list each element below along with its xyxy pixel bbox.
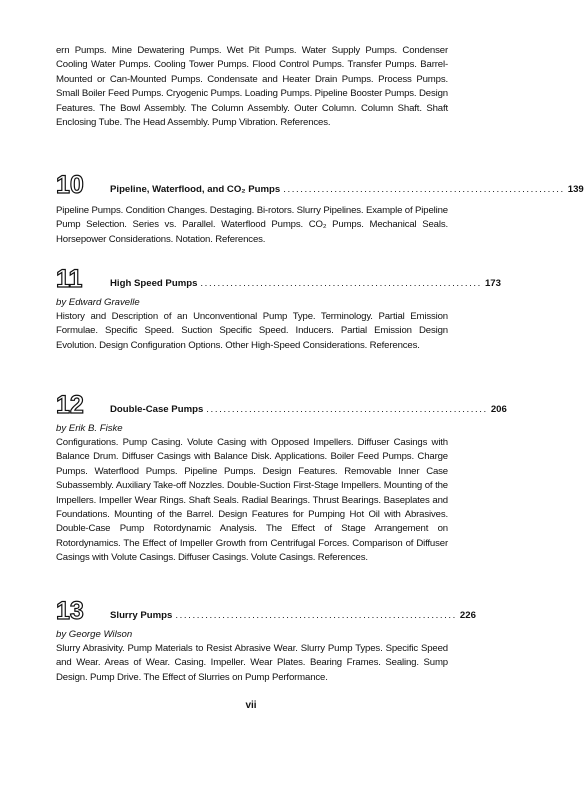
chapter-title: Double-Case Pumps bbox=[110, 404, 204, 415]
chapter-heading-13 bbox=[56, 597, 476, 625]
chapter-number: 12 bbox=[56, 391, 84, 419]
chapter-author: by George Wilson bbox=[56, 629, 133, 640]
chapter-description: Configurations. Pump Casing. Volute Casing with Opposed Impellers. Diffuser Casings with Balance Drum. Diffuser Casings with Balance Disk. Applications. Boiler Feed Pumps. Charge Pumps. Waterflood Pumps. Pipeline Pumps. Design Features. Removable Inner Case Subassembly. Auxiliary Take-off Nozzles. Double-Suction First-Stage Impellers. Mounting of the Impellers. Impeller Wear Rings. Shaft Seals. Radial Bearings. Thrust Bearings. Baseplates and Foundations. Mounting of the Barrel. Design Features for Pumping Hot Oil with Abrasives. Double-Case Pump Rotordynamic Analysis. The Effect of Stage Arrangement on Rotordynamics. The Effect of Impeller Growth from Centrifugal Forces. Comparison of Diffuser Casings with Volute Casings. Diffuser Casings. Volute Casings. References. bbox=[56, 437, 448, 564]
chapter-number: 11 bbox=[56, 265, 83, 293]
chapter-description: Pipeline Pumps. Condition Changes. Destaging. Bi-rotors. Slurry Pipelines. Example of Pipeline Pump Selection. Series vs. Parallel. Waterflood Pumps. CO₂ Pumps. Mechanical Seals. Horsepower Considerations. Notation. References. bbox=[56, 205, 448, 245]
chapter-heading-12 bbox=[56, 391, 507, 419]
chapter-author: by Edward Gravelle bbox=[56, 297, 140, 308]
leader-dots: .................................................................. bbox=[283, 184, 565, 195]
chapter-heading-11 bbox=[56, 265, 501, 293]
chapter-author: by Erik B. Fiske bbox=[56, 423, 123, 434]
chapter-number: 10 bbox=[56, 171, 84, 199]
chapter-page-number: 206 bbox=[490, 404, 507, 415]
chapter-title: High Speed Pumps bbox=[110, 278, 198, 289]
chapter-description: Slurry Abrasivity. Pump Materials to Resist Abrasive Wear. Slurry Pump Types. Specific Speed and Wear. Areas of Wear. Casing. Impeller. Wear Plates. Bearing Frames. Sealing. Sump Design. Pump Drive. The Effect of Slurries on Pump Performance. bbox=[56, 643, 448, 683]
chapter-number: 13 bbox=[56, 597, 84, 625]
chapter-heading-10 bbox=[56, 171, 584, 199]
page-folio: vii bbox=[245, 700, 257, 711]
leader-dots: .................................................................. bbox=[206, 404, 488, 415]
intro-paragraph: ern Pumps. Mine Dewatering Pumps. Wet Pit Pumps. Water Supply Pumps. Condenser Cooling Water Pumps. Cooling Tower Pumps. Flood Control Pumps. Transfer Pumps. Barrel-Mounted or Can-Mounted Pumps. Condensate and Heater Drain Pumps. Process Pumps. Small Boiler Feed Pumps. Cryogenic Pumps. Loading Pumps. Pipeline Booster Pumps. Design Features. The Bowl Assembly. The Column Assembly. Outer Column. Column Shaft. Shaft Enclosing Tube. The Head Assembly. Pump Vibration. References. bbox=[56, 45, 448, 129]
chapter-page-number: 173 bbox=[484, 278, 501, 289]
chapter-page-number: 139 bbox=[567, 184, 584, 195]
chapter-title: Pipeline, Waterflood, and CO₂ Pumps bbox=[110, 184, 281, 195]
chapter-title: Slurry Pumps bbox=[110, 610, 173, 621]
leader-dots: .................................................................. bbox=[175, 610, 457, 621]
chapter-page-number: 226 bbox=[459, 610, 476, 621]
chapter-description: History and Description of an Unconventional Pump Type. Terminology. Partial Emission Formulae. Specific Speed. Suction Specific Speed. Inducers. Partial Emission Design Evolution. Design Configuration Options. Other High-Speed Considerations. References. bbox=[56, 311, 448, 351]
leader-dots: .................................................................. bbox=[200, 278, 482, 289]
